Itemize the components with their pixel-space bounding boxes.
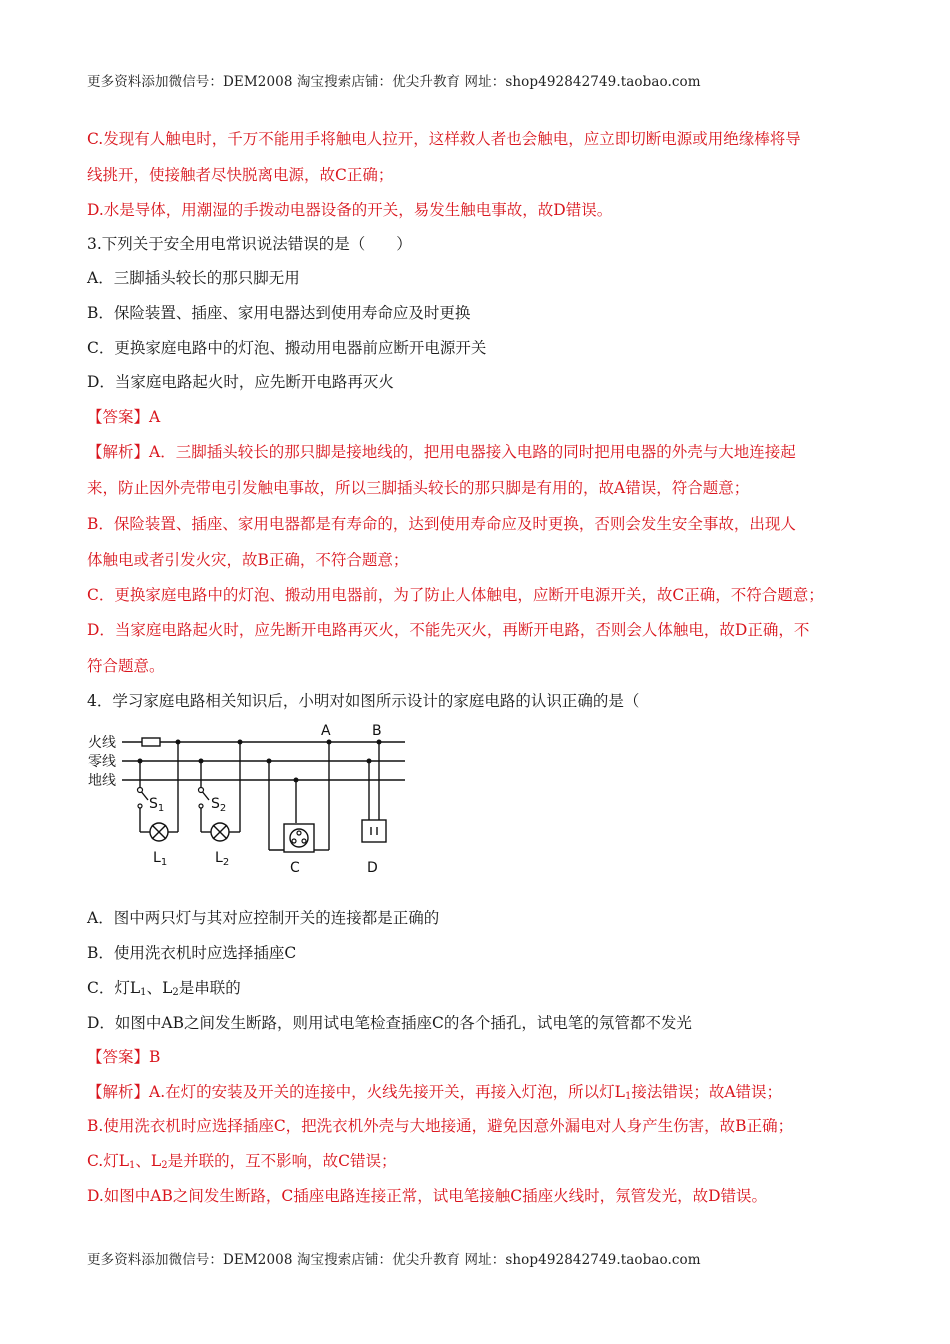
q3-analysis-line-7: 符合题意。 <box>87 657 165 675</box>
socket-c-label: C <box>290 860 300 876</box>
q4-analysis-a-l: L <box>614 1083 625 1101</box>
q4-analysis-c-l2: L <box>150 1152 162 1170</box>
q4-option-c <box>87 978 241 1003</box>
q4-analysis-a-sub: 1 <box>624 1091 632 1102</box>
l2-label: $L_2$ <box>215 850 230 868</box>
q4-answer-value: B <box>149 1048 161 1066</box>
neutral-label: 零线 <box>88 754 116 770</box>
point-b-label: B <box>372 723 382 739</box>
q3-analysis-line-2: 来，防止因外壳带电引发触电事故，所以三脚插头较长的那只脚是有用的，故A错误，符合题意； <box>87 479 750 497</box>
q4-analysis-c <box>87 1151 396 1176</box>
q4-analysis-c-l1: L <box>118 1152 130 1170</box>
socket-d-label: D <box>367 860 378 876</box>
q4-option-d: D．如图中AB之间发生断路，则用试电笔检查插座C的各个插孔，试电笔的氖管都不发光 <box>87 1014 692 1032</box>
q4-analysis-b: B.使用洗衣机时应选择插座C，把洗衣机外壳与大地接通，避免因意外漏电对人身产生伤害，故B正确； <box>87 1117 794 1135</box>
q4-option-c-l1: L <box>129 979 141 997</box>
q4-option-c-sep: 、 <box>146 979 163 997</box>
q3-analysis-line-4: 体触电或者引发火灾，故B正确，不符合题意； <box>87 551 409 569</box>
q3-analysis-line-1 <box>87 442 796 462</box>
prev-d-line: D.水是导体，用潮湿的手拨动电器设备的开关，易发生触电事故，故D错误。 <box>87 201 613 219</box>
point-a-label: A <box>321 723 331 739</box>
prev-c-line-1: C.发现有人触电时，千万不能用手将触电人拉开，这样救人者也会触电，应立即切断电源或用绝缘棒将导 <box>87 130 801 148</box>
q4-answer-tag: 【答案】 <box>87 1048 150 1066</box>
socket-d-icon <box>362 820 386 842</box>
q3-analysis-text-1: A．三脚插头较长的那只脚是接地线的，把用电器接入电路的同时把用电器的外壳与大地连接起 <box>149 443 796 461</box>
q3-stem: 3.下列关于安全用电常识说法错误的是（ ） <box>87 235 412 253</box>
prev-c-line-2: 线挑开，使接触者尽快脱离电源，故C正确； <box>87 166 394 184</box>
l1-label: $L_1$ <box>153 850 168 868</box>
q3-answer <box>87 407 160 427</box>
q3-option-c: C．更换家庭电路中的灯泡、搬动用电器前应断开电源开关 <box>87 339 487 357</box>
q3-option-d: D．当家庭电路起火时，应先断开电路再灭火 <box>87 373 394 391</box>
s1-label: $S_1$ <box>149 796 165 814</box>
q4-option-c-l2-sub: 2 <box>172 987 179 998</box>
q4-analysis-c-sep: 、 <box>135 1152 151 1170</box>
q3-analysis-line-3: B．保险装置、插座、家用电器都是有寿命的，达到使用寿命应及时更换，否则会发生安全事故，出现人 <box>87 515 796 533</box>
q4-analysis-a <box>87 1082 782 1107</box>
q4-analysis-c-pre: C.灯 <box>87 1152 119 1170</box>
ground-label: 地线 <box>88 773 116 789</box>
q4-analysis-tag: 【解析】 <box>87 1083 150 1101</box>
q4-option-c-post: 是串联的 <box>178 979 241 997</box>
q4-option-c-l2: L <box>162 979 173 997</box>
q4-option-b: B．使用洗衣机时应选择插座C <box>87 944 297 962</box>
q3-analysis-line-5: C．更换家庭电路中的灯泡、搬动用电器前，为了防止人体触电，应断开电源开关，故C正确，不符合题意； <box>87 586 824 604</box>
q4-analysis-c-post: 是并联的，互不影响，故C错误； <box>167 1152 397 1170</box>
s2-label: $S_2$ <box>211 796 227 814</box>
q4-stem: 4．学习家庭电路相关知识后，小明对如图所示设计的家庭电路的认识正确的是（ <box>87 692 640 710</box>
q3-option-b: B．保险装置、插座、家用电器达到使用寿命应及时更换 <box>87 304 471 322</box>
q3-analysis-line-6: D．当家庭电路起火时，应先断开电路再灭火，不能先灭火，再断开电路，否则会人体触电，故D正确，不 <box>87 621 810 639</box>
q4-analysis-c-sub2: 2 <box>161 1160 168 1171</box>
q4-option-a: A．图中两只灯与其对应控制开关的连接都是正确的 <box>87 909 440 927</box>
q4-analysis-a-pre: A.在灯的安装及开关的连接中，火线先接开关，再接入灯泡，所以灯 <box>149 1083 615 1101</box>
page-header: 更多资料添加微信号：DEM2008 淘宝搜索店铺：优尖升教育 网址：shop492842749.taobao.com <box>87 74 701 90</box>
live-label: 火线 <box>88 735 116 751</box>
q4-analysis-d: D.如图中AB之间发生断路，C插座电路连接正常，试电笔接触C插座火线时，氖管发光，故D错误。 <box>87 1187 768 1205</box>
q3-answer-tag: 【答案】 <box>87 408 150 426</box>
q3-answer-value: A <box>149 408 161 426</box>
q4-analysis-c-sub1: 1 <box>129 1160 136 1171</box>
q3-option-a: A．三脚插头较长的那只脚无用 <box>87 269 300 287</box>
q4-analysis-a-post: 接法错误；故A错误； <box>631 1083 783 1101</box>
q3-analysis-tag: 【解析】 <box>87 443 150 461</box>
q4-option-c-pre: C．灯 <box>87 979 130 997</box>
q4-option-c-l1-sub: 1 <box>140 987 147 998</box>
fuse-icon <box>142 738 160 746</box>
page-footer: 更多资料添加微信号：DEM2008 淘宝搜索店铺：优尖升教育 网址：shop492842749.taobao.com <box>87 1252 701 1268</box>
q4-answer <box>87 1047 160 1067</box>
circuit-diagram <box>80 720 420 885</box>
